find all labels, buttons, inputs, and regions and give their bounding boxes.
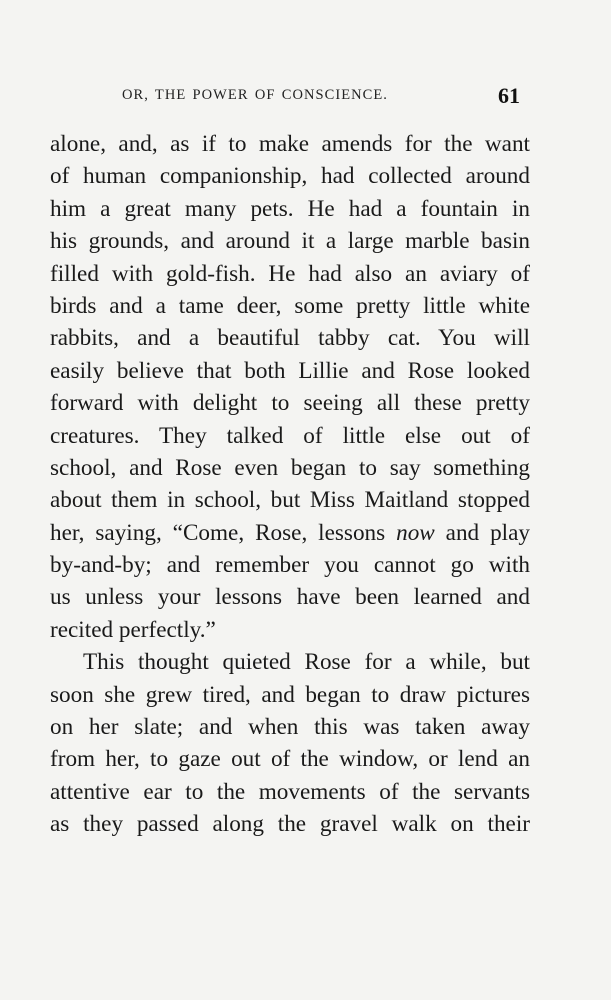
text-line: filled with gold-fish. He had also an aviary of [50,260,530,287]
body-text [50,128,530,841]
text-span: her, saying, “Come, Rose, lessons [50,519,397,546]
text-line: about them in school, but Miss Maitland stopped [50,487,530,514]
text-line: from her, to gaze out of the window, or lend an [50,746,530,773]
text-line: us unless your lessons have been learned and [50,584,530,611]
text-line: alone, and, as if to make amends for the want [50,131,530,157]
paragraph-end-line: recited perfectly.” [50,616,216,643]
italic-word: now [396,519,435,546]
text-line: his grounds, and around it a large marble basin [50,228,530,255]
text-line: forward with delight to seeing all these pretty [50,390,530,417]
text-line: him a great many pets. He had a fountain in [50,195,530,222]
text-line: as they passed along the gravel walk on their [50,811,530,838]
text-line: attentive ear to the movements of the servants [50,778,530,805]
running-header [100,84,530,110]
text-line: by-and-by; and remember you cannot go with [50,552,530,579]
text-line: birds and a tame deer, some pretty little white [50,292,530,319]
page-number: 61 [498,83,520,108]
running-title: OR, THE POWER OF CONSCIENCE. [122,87,388,103]
text-line: on her slate; and when this was taken away [50,714,530,741]
text-line-with-italic [50,517,530,549]
text-line: soon she grew tired, and began to draw pictures [50,681,530,708]
text-line: school, and Rose even began to say something [50,454,530,481]
text-line: creatures. They talked of little else out of [50,422,530,449]
text-line: rabbits, and a beautiful tabby cat. You will [50,325,530,352]
paragraph-start-line: This thought quieted Rose for a while, but [83,649,530,676]
text-span: and play [434,519,531,546]
text-line: of human companionship, had collected around [50,163,530,190]
text-line: easily believe that both Lillie and Rose looked [50,357,530,384]
